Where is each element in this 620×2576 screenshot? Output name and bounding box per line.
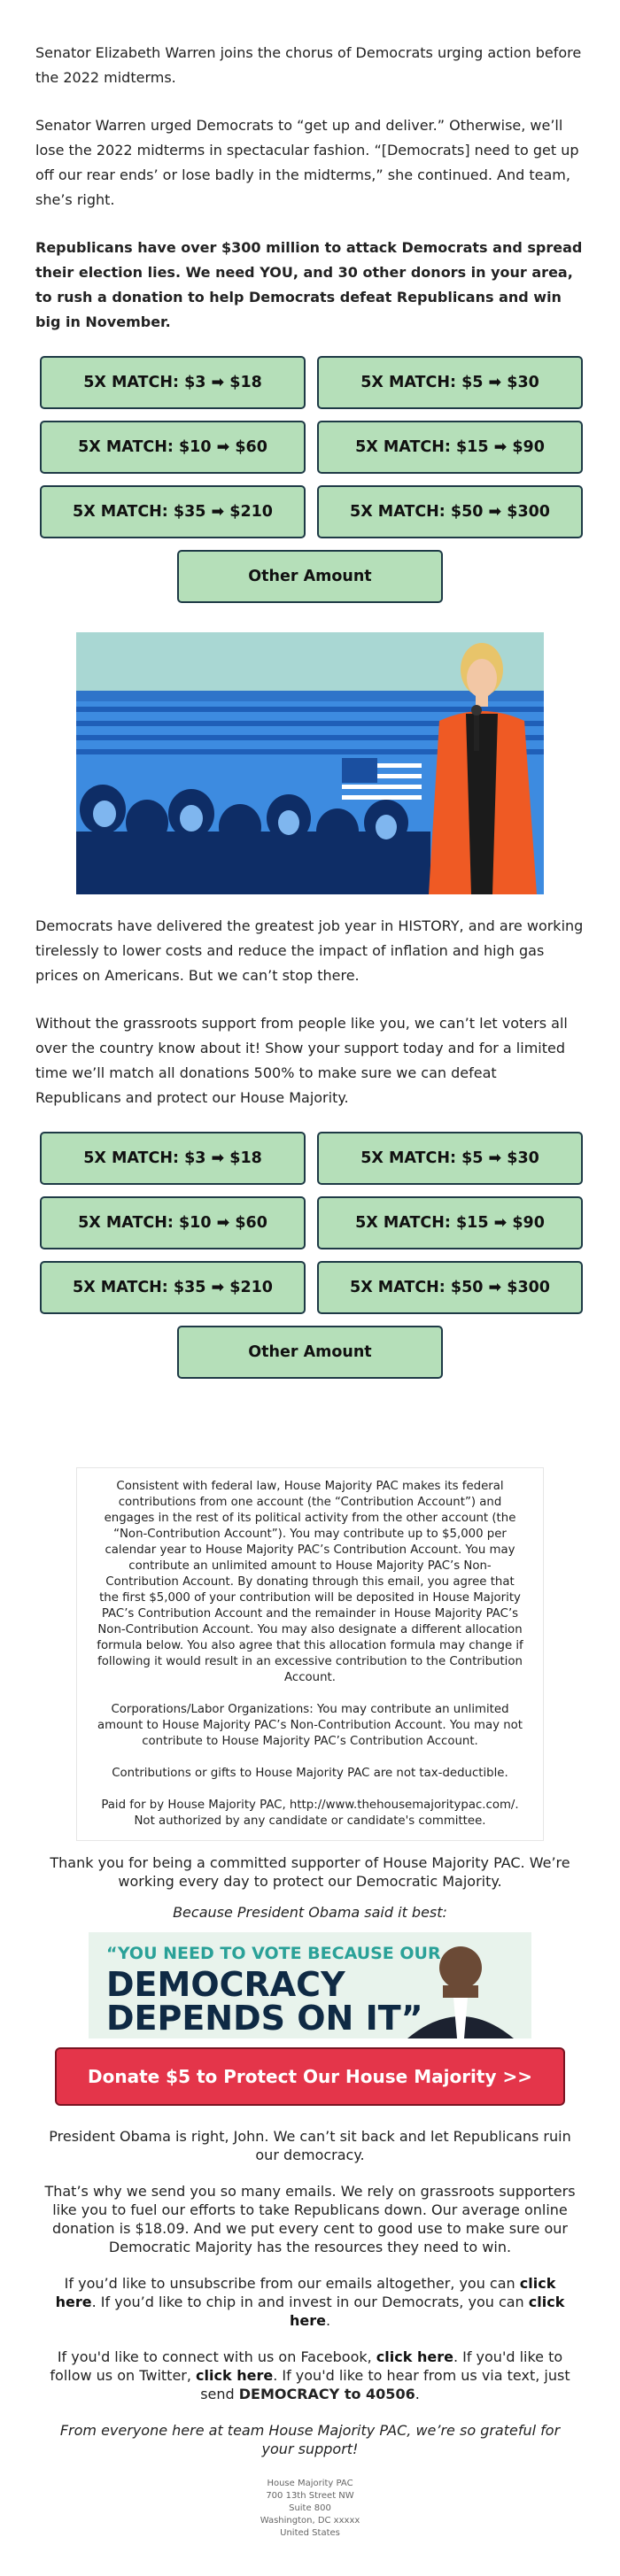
social-text-d: . — [415, 2386, 420, 2402]
unsubscribe-link[interactable]: click here — [55, 2275, 556, 2310]
mailing-address — [35, 2478, 585, 2540]
intro-paragraph-2: Senator Warren urged Democrats to “get up and deliver.” Otherwise, we’ll lose the 2022 midterms in spectacular fashion. “[Democrats] need to get up off our rear ends’ or lose badly in the midterms,” she continued. And team, she’s right. — [35, 117, 579, 208]
disclaimer-paragraph-4: Paid for by House Majority PAC, http://www.thehousemajoritypac.com/. Not authorized by any candidate or candidate's committee. — [101, 1799, 519, 1828]
social-text-c: . If you'd like to hear from us via text, just send — [200, 2367, 570, 2402]
sms-keyword: DEMOCRACY to 40506 — [238, 2386, 415, 2402]
match-button-15[interactable]: 5X MATCH: $15 ➡ $90 — [317, 421, 583, 474]
match-button-3[interactable]: 5X MATCH: $3 ➡ $18 — [40, 1132, 306, 1185]
match-button-35[interactable]: 5X MATCH: $35 ➡ $210 — [40, 1261, 306, 1314]
match-button-5[interactable]: 5X MATCH: $5 ➡ $30 — [317, 356, 583, 409]
match-button-50[interactable]: 5X MATCH: $50 ➡ $300 — [317, 485, 583, 538]
address-line-5: United States — [280, 2528, 340, 2538]
match-button-10[interactable]: 5X MATCH: $10 ➡ $60 — [40, 1196, 306, 1249]
unsub-text-c: . — [325, 2312, 331, 2329]
signoff-text: From everyone here at team House Majority PAC, we’re so grateful for your support! — [59, 2422, 561, 2457]
closing-paragraph-2: That’s why we send you so many emails. We rely on grassroots supporters like you to fuel our efforts to take Republicans down. Our average online donation is $18.09. And we put every cent to good use to make sure our Democratic Majority has the resources they need to win. — [44, 2183, 576, 2255]
warren-photo — [76, 632, 544, 894]
quote-line-2: DEMOCRACY — [106, 1965, 345, 2004]
match-buttons-top — [0, 356, 620, 603]
twitter-link[interactable]: click here — [196, 2367, 274, 2384]
disclaimer-paragraph-1: Consistent with federal law, House Majority PAC makes its federal contributions from one account (the “Contribution Account”) and engages in the rest of its political activity from the other account (the “Non-Contribution Account”). You may contribute up to $5,000 per calendar year to House Majority PAC’s Contribution Account. You may contribute an unlimited amount to House Majority PAC’s Non-Contribution Account. By donating through this email, you agree that the first $5,000 of your contribution will be deposited in House Majority PAC’s Contribution Account and the remainder in House Majority PAC’s Non-Contribution Account. You may also designate a different allocation formula below. You also agree that this allocation formula may change if following it would result in an excessive contribution to the Contribution Account. — [97, 1480, 523, 1684]
unsubscribe-paragraph — [44, 2274, 576, 2330]
address-line-4: Washington, DC xxxxx — [260, 2516, 360, 2526]
thanks-text: Thank you for being a committed supporter of House Majority PAC. We’re working every day to protect our Democratic Majority. — [50, 1854, 570, 1890]
quote-line-1: “YOU NEED TO VOTE BECAUSE OUR — [106, 1944, 441, 1963]
social-text-b: . If you'd like to follow us on Twitter, — [50, 2348, 563, 2384]
match-button-15[interactable]: 5X MATCH: $15 ➡ $90 — [317, 1196, 583, 1249]
social-paragraph — [44, 2348, 576, 2403]
facebook-link[interactable]: click here — [376, 2348, 453, 2365]
other-amount-button[interactable]: Other Amount — [177, 1326, 443, 1379]
obama-quote-image — [89, 1932, 531, 2038]
body2-paragraph-2: Without the grassroots support from people like you, we can’t let voters all over the country know about it! Show your support today and for a limited time we’ll match all donations 500% to make sure we can defeat Republicans and protect our House Majority. — [35, 1015, 568, 1106]
invest-link[interactable]: click here — [289, 2294, 565, 2329]
closing-paragraph-1: President Obama is right, John. We can’t sit back and let Republicans ruin our democracy. — [49, 2128, 571, 2163]
match-button-35[interactable]: 5X MATCH: $35 ➡ $210 — [40, 485, 306, 538]
legal-disclaimer — [76, 1467, 544, 1841]
match-buttons-bottom — [0, 1132, 620, 1379]
intro-paragraph-3: Republicans have over $300 million to attack Democrats and spread their election lies. We need YOU, and 30 other donors in your area, to rush a donation to help Democrats defeat Republicans and win big in November. — [35, 239, 583, 330]
disclaimer-paragraph-2: Corporations/Labor Organizations: You may contribute an unlimited amount to House Majority PAC’s Non-Contribution Account. You may not contribute to House Majority PAC’s Contribution Account. — [97, 1703, 523, 1748]
address-line-1: House Majority PAC — [267, 2479, 353, 2488]
unsub-text-a: If you’d like to unsubscribe from our emails altogether, you can — [64, 2275, 520, 2292]
warren-rally-image — [76, 632, 544, 894]
match-button-10[interactable]: 5X MATCH: $10 ➡ $60 — [40, 421, 306, 474]
address-line-2: 700 13th Street NW — [266, 2491, 354, 2501]
donate-5-button[interactable]: Donate $5 to Protect Our House Majority >> — [55, 2047, 565, 2106]
obama-intro: Because President Obama said it best: — [173, 1904, 447, 1921]
body2-paragraph-1: Democrats have delivered the greatest job year in HISTORY, and are working tirelessly to lower costs and reduce the impact of inflation and high gas prices on Americans. But we can’t stop there. — [35, 917, 584, 984]
body-section-2 — [0, 894, 620, 1110]
match-button-50[interactable]: 5X MATCH: $50 ➡ $300 — [317, 1261, 583, 1314]
match-button-3[interactable]: 5X MATCH: $3 ➡ $18 — [40, 356, 306, 409]
unsub-text-b: . If you’d like to chip in and invest in our Democrats, you can — [91, 2294, 529, 2310]
footer-area — [0, 1853, 620, 2540]
intro-section — [0, 0, 620, 335]
intro-paragraph-1: Senator Elizabeth Warren joins the chorus of Democrats urging action before the 2022 midterms. — [35, 44, 582, 86]
match-button-5[interactable]: 5X MATCH: $5 ➡ $30 — [317, 1132, 583, 1185]
social-text-a: If you'd like to connect with us on Facebook, — [57, 2348, 376, 2365]
quote-line-3: DEPENDS ON IT” — [106, 1999, 423, 2038]
obama-quote-graphic — [89, 1932, 531, 2038]
other-amount-button[interactable]: Other Amount — [177, 550, 443, 603]
address-line-3: Suite 800 — [289, 2503, 331, 2513]
disclaimer-paragraph-3: Contributions or gifts to House Majority PAC are not tax-deductible. — [112, 1767, 508, 1780]
